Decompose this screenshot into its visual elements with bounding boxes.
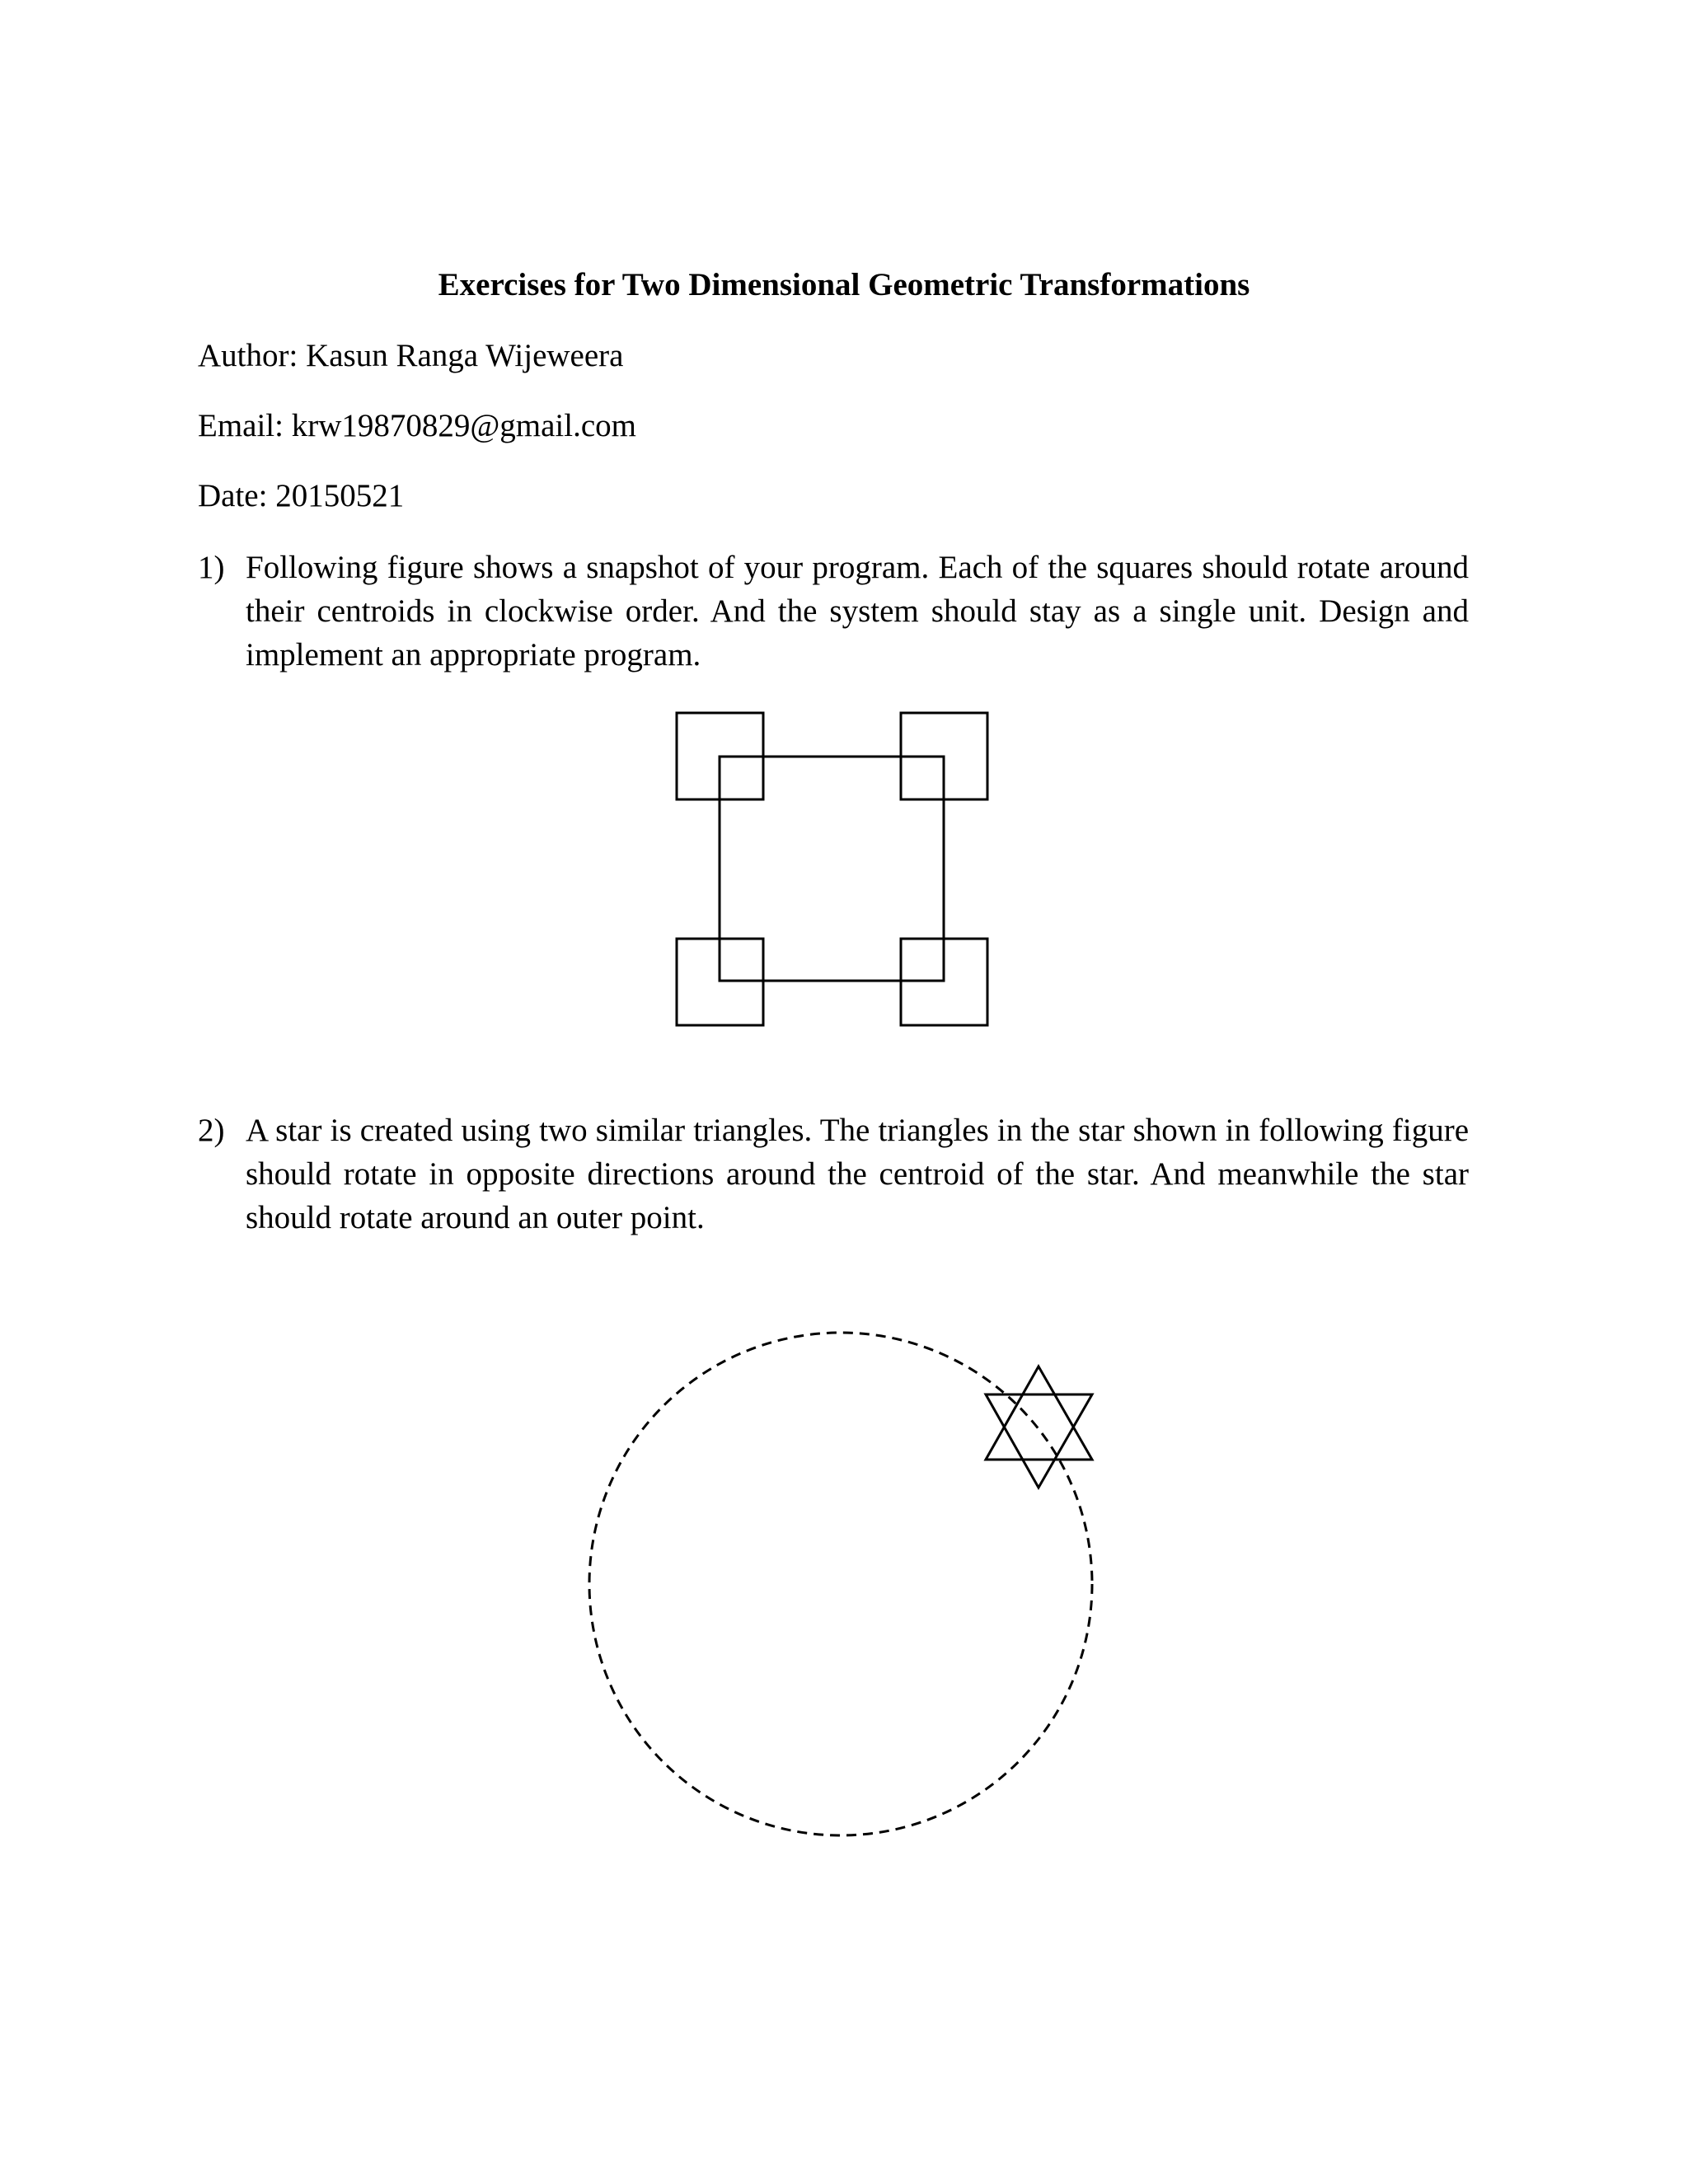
author-line: Author: Kasun Ranga Wijeweera: [198, 338, 624, 373]
question-text: Following figure shows a snapshot of your program. Each of the squares should rotate around their centroids in clockwise order. And the system should stay as a single unit. Design and implement an appropriate program.: [246, 550, 1469, 673]
question-text: A star is created using two similar triangles. The triangles in the star shown in following figure should rotate in opposite directions around the centroid of the star. And meanwhile the star should rotate around an outer point.: [246, 1113, 1469, 1235]
star-triangle-up: [986, 1366, 1092, 1460]
question-number: 2): [198, 1113, 225, 1148]
page-title: Exercises for Two Dimensional Geometric Transformations: [438, 267, 1250, 302]
email-line: Email: krw19870829@gmail.com: [198, 408, 637, 443]
star-triangle-down: [986, 1394, 1092, 1488]
question-number: 1): [198, 550, 225, 585]
date-line: Date: 20150521: [198, 478, 405, 513]
orbit-circle: [589, 1333, 1092, 1835]
